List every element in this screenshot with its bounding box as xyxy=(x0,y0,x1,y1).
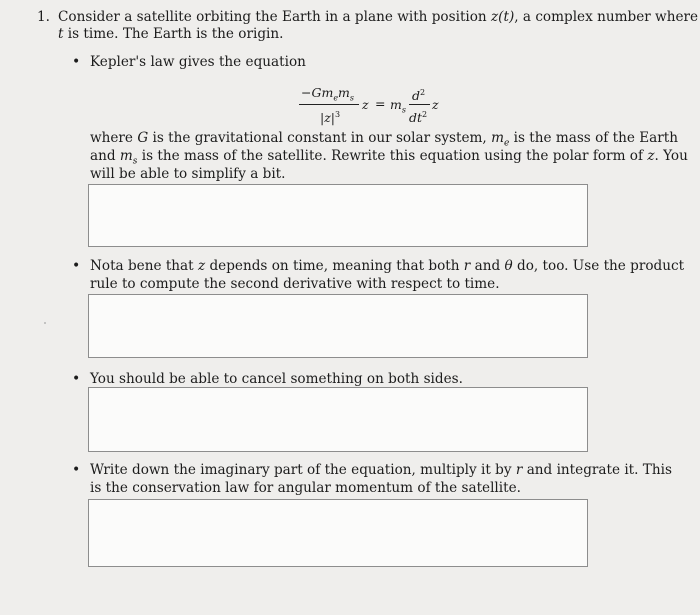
bullet-marker: • xyxy=(72,54,81,70)
bullet-product-rule-line1: Nota bene that z depends on time, meaning that both r and θ do, too. Use the product xyxy=(90,258,685,274)
eq-lhs-z: z xyxy=(362,97,369,112)
eq-lhs-numerator: $-Gm_em_s$ xyxy=(301,85,355,103)
page-speck xyxy=(44,322,46,324)
explanation-line1: where G is the gravitational constant in our solar system, $m_e$ is the mass of the Earth xyxy=(90,130,678,149)
eq-lhs-fraction-bar xyxy=(299,104,359,105)
bullet-imaginary-line1: Write down the imaginary part of the equation, multiply it by r and integrate it. This xyxy=(90,462,672,478)
eq-rhs-numerator: $d^2$ xyxy=(412,88,426,104)
question-intro-line1: Consider a satellite orbiting the Earth in a plane with position z(t), a complex number where xyxy=(58,9,699,25)
eq-rhs-z: z xyxy=(432,97,439,112)
explanation-line2: and $m_s$ is the mass of the satellite. Rewrite this equation using the polar form of z. You xyxy=(90,148,688,167)
eq-rhs-fraction-bar xyxy=(409,104,430,105)
bullet-kepler-text: Kepler's law gives the equation xyxy=(90,54,306,70)
answer-box-4[interactable] xyxy=(88,499,588,567)
bullet-marker: • xyxy=(72,462,81,478)
eq-rhs-mass: $m_s$ xyxy=(390,97,406,115)
question-number: 1. xyxy=(37,9,50,25)
bullet-imaginary-line2: is the conservation law for angular momentum of the satellite. xyxy=(90,480,521,496)
eq-equals: = xyxy=(375,96,386,111)
answer-box-2[interactable] xyxy=(88,294,588,358)
answer-box-1[interactable] xyxy=(88,184,588,247)
bullet-marker: • xyxy=(72,371,81,387)
explanation-line3: will be able to simplify a bit. xyxy=(90,166,286,182)
answer-box-3[interactable] xyxy=(88,387,588,452)
bullet-cancel-text: You should be able to cancel something on both sides. xyxy=(90,371,463,387)
eq-rhs-denominator: $dt^2$ xyxy=(409,110,428,126)
bullet-marker: • xyxy=(72,258,81,274)
eq-lhs-denominator: $|z|^3$ xyxy=(320,110,341,126)
bullet-product-rule-line2: rule to compute the second derivative with respect to time. xyxy=(90,276,500,292)
question-intro-line2: t is time. The Earth is the origin. xyxy=(58,26,284,42)
